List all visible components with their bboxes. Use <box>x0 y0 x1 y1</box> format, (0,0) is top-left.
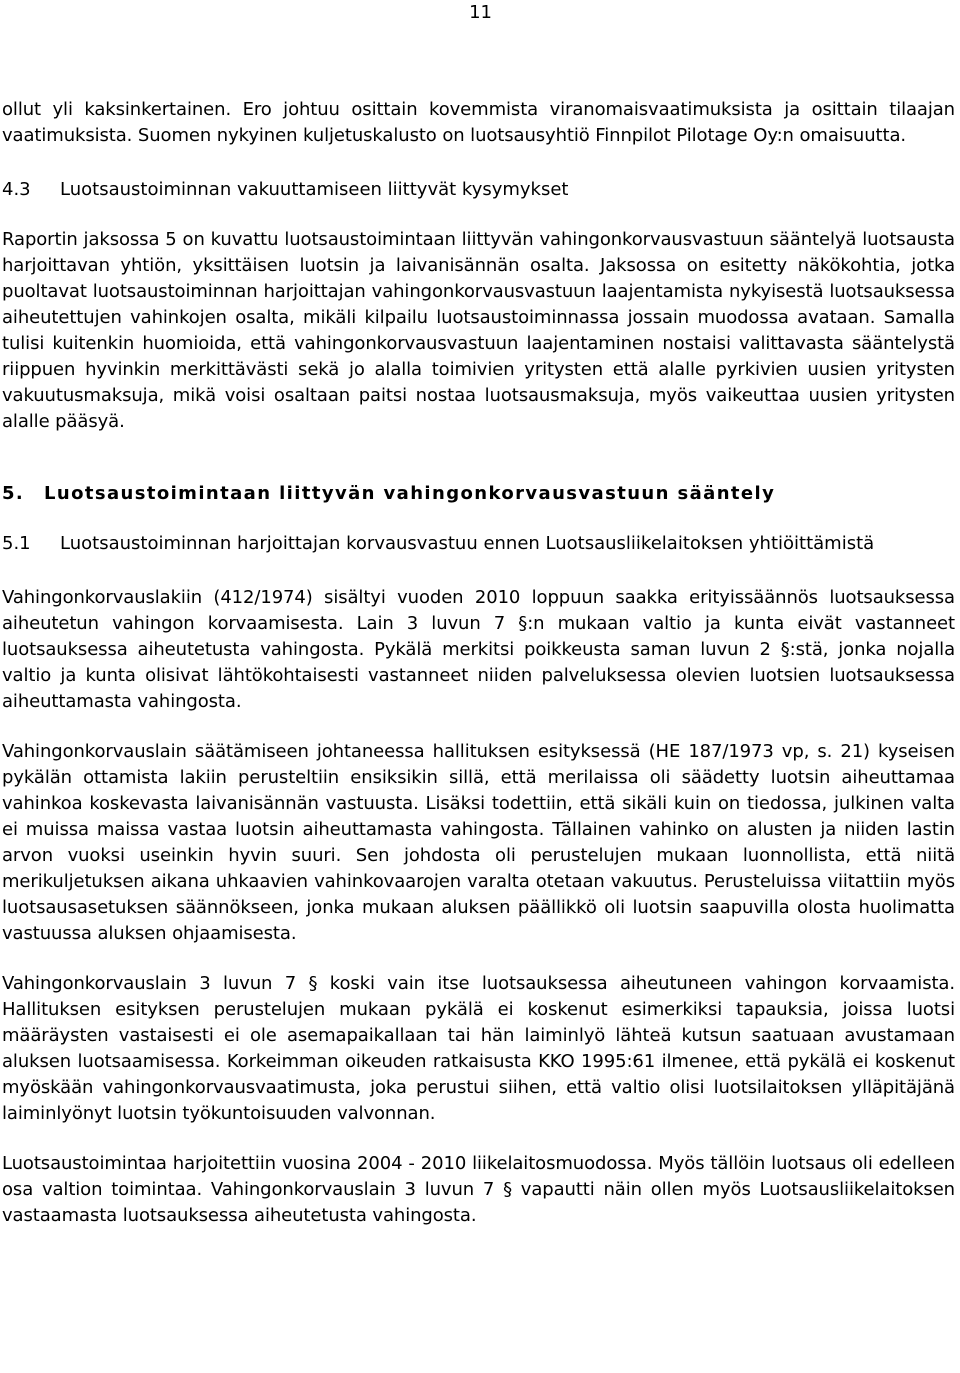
subsection-number: 5.1 <box>2 533 31 554</box>
subsection-title: Luotsaustoiminnan harjoittajan korvausvastuu ennen Luotsausliikelaitoksen yhtiöittämistä <box>60 533 875 554</box>
section-title: Luotsaustoimintaan liittyvän vahingonkorvausvastuun sääntely <box>44 483 776 504</box>
paragraph-5-1-d: Luotsaustoimintaa harjoitettiin vuosina 2004 - 2010 liikelaitosmuodossa. Myös tällöin luotsaus oli edelleen osa valtion toimintaa. Vahingonkorvauslain 3 luvun 7 § vapautti näin ollen myös Luotsausliikelaitoksen vastaamasta luotsauksessa aiheutetusta vahingosta. <box>2 1153 955 1226</box>
document-body <box>2 97 955 1229</box>
paragraph-4-3: Raportin jaksossa 5 on kuvattu luotsaustoimintaan liittyvän vahingonkorvausvastuun sääntelyä luotsausta harjoittavan yhtiön, yksittäisen luotsin ja laivanisännän osalta. Jaksossa on esitetty näkökohtia, jotka puoltavat luotsaustoiminnan harjoittajan vahingonkorvausvastuun laajentamista nykyisestä luotsauksessa aiheutettujen vahinkojen osalta, mikäli kilpailu luotsaustoiminnassa jossain muodossa avataan. Samalla tulisi kuitenkin huomioida, että vahingonkorvausvastuun laajentaminen nostaisi valittavasta sääntelystä riippuen hyvinkin merkittävästi sekä jo alalla toimivien yritysten että alalle pyrkivien uusien yritysten vakuutusmaksuja, mikä voisi osaltaan paitsi nostaa luotsausmaksuja, myös vaikeuttaa uusien yritysten alalle pääsyä. <box>2 229 955 432</box>
subsection-heading-5-1 <box>2 531 955 557</box>
section-heading-5 <box>2 481 955 507</box>
paragraph-5-1-a: Vahingonkorvauslakiin (412/1974) sisältyi vuoden 2010 loppuun saakka erityissäännös luotsauksessa aiheutetun vahingon korvaamisesta. Lain 3 luvun 7 §:n mukaan valtio ja kunta eivät vastanneet luotsauksessa aiheutetusta vahingosta. Pykälä merkitsi poikkeusta saman luvun 2 §:stä, jonka nojalla valtio ja kunta olisivat lähtökohtaisesti vastanneet niiden palveluksessa olevien luotsien luotsauksessa aiheuttamasta vahingosta. <box>2 587 955 712</box>
subsection-number: 4.3 <box>2 179 31 200</box>
paragraph-intro: ollut yli kaksinkertainen. Ero johtuu osittain kovemmista viranomaisvaatimuksista ja osittain tilaajan vaatimuksista. Suomen nykyinen kuljetuskalusto on luotsausyhtiö Finnpilot Pilotage Oy:n omaisuutta. <box>2 99 955 146</box>
section-number: 5. <box>2 483 25 504</box>
subsection-title: Luotsaustoiminnan vakuuttamiseen liittyvät kysymykset <box>60 179 569 200</box>
page-number: 11 <box>469 2 492 23</box>
subsection-heading-4-3 <box>2 177 955 203</box>
paragraph-5-1-b: Vahingonkorvauslain säätämiseen johtaneessa hallituksen esityksessä (HE 187/1973 vp, s. 21) kyseisen pykälän ottamista lakiin perusteltiin ensiksikin sillä, että merilaissa oli säädetty luotsin aiheuttamaa vahinkoa koskevasta laivanisännän vastuusta. Lisäksi todettiin, että sikäli kuin on tiedossa, julkinen valta ei muissa maissa vastaa luotsin aiheuttamasta vahingosta. Tällainen vahinko on alusten ja niiden lastin arvon vuoksi useinkin hyvin suuri. Sen johdosta oli perustelujen mukaan luonnollista, että niitä merikuljetuksen aikana uhkaavien vahinkovaarojen varalta otetaan vakuutus. Perusteluissa viitattiin myös luotsausasetuksen säännökseen, jonka mukaan aluksen päällikkö oli luotsin saapuvilla olosta huolimatta vastuussa aluksen ohjaamisesta. <box>2 741 955 944</box>
paragraph-5-1-c: Vahingonkorvauslain 3 luvun 7 § koski vain itse luotsauksessa aiheutuneen vahingon korvaamista. Hallituksen esityksen perustelujen mukaan pykälä ei koskenut esimerkiksi tapauksia, joissa luotsi määräysten vastaisesti ei ole asemapaikallaan tai hän laiminlyö lähteä kutsun saatuaan avustamaan aluksen luotsaamisessa. Korkeimman oikeuden ratkaisusta KKO 1995:61 ilmenee, että pykälä ei koskenut myöskään vahingonkorvausvaatimusta, joka perustui siihen, että valtio olisi luotsilaitoksen ylläpitäjänä laiminlyönyt luotsin työkuntoisuuden valvonnan. <box>2 973 955 1124</box>
